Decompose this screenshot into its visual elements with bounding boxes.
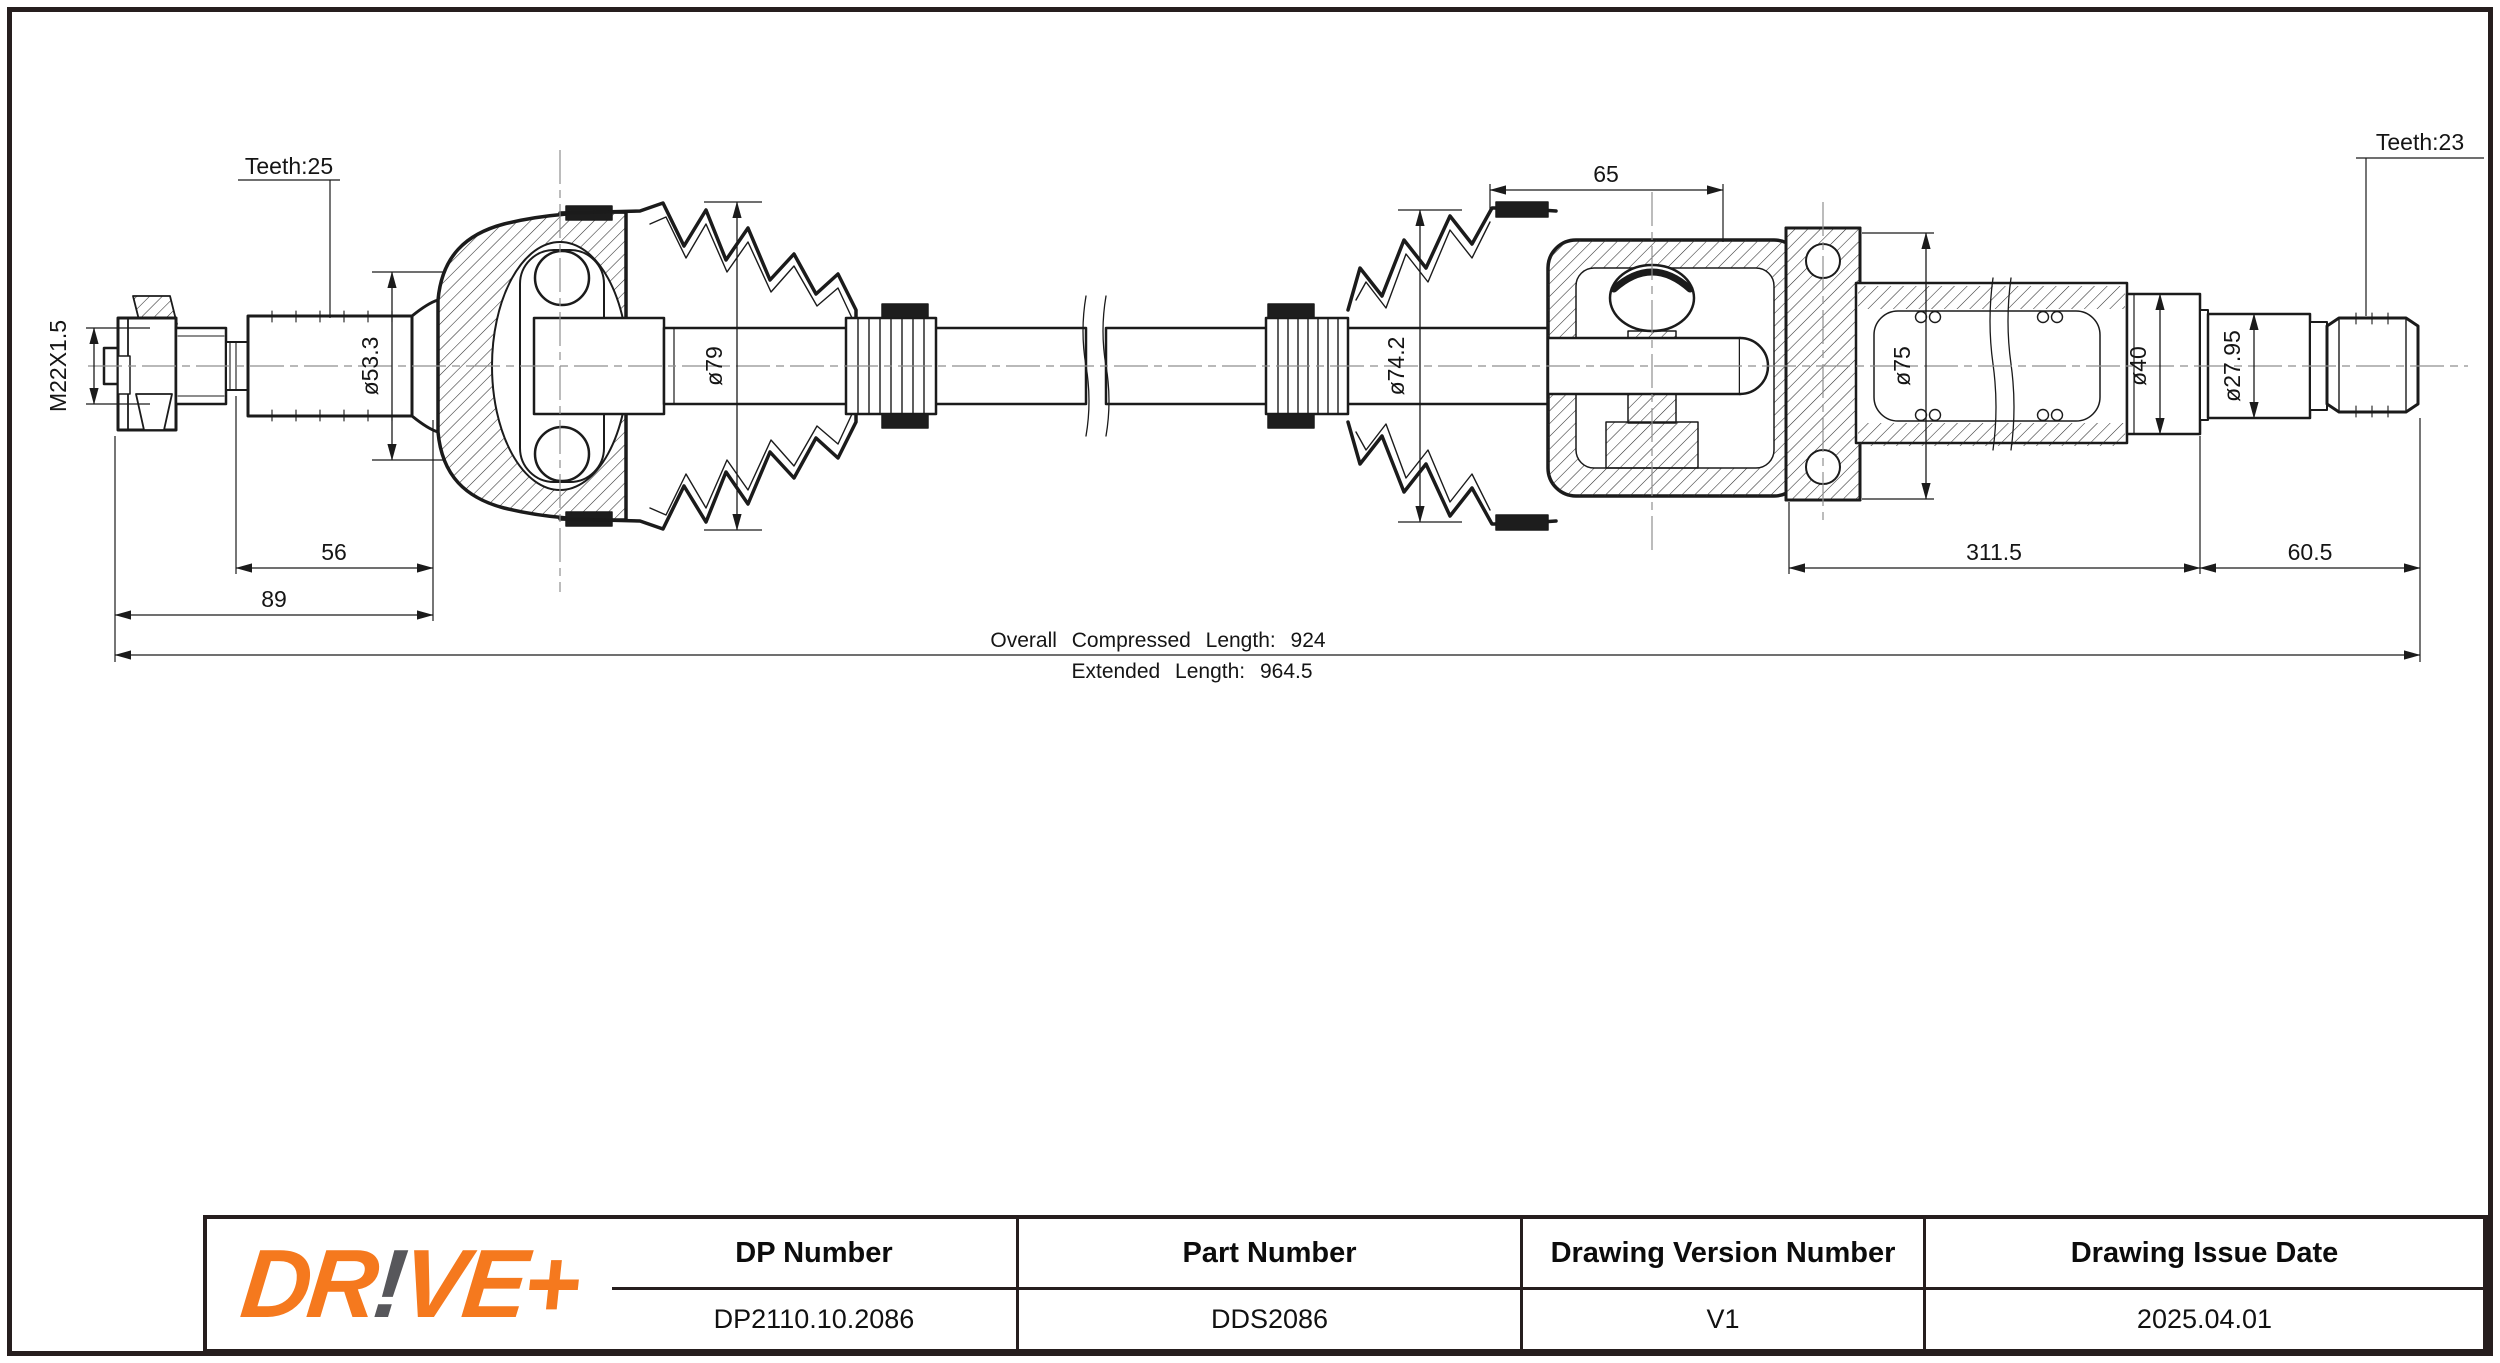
dia-75-label: ø75 — [1889, 346, 1915, 386]
issue-date-header: Drawing Issue Date — [1926, 1219, 2486, 1290]
dia-53-3-label: ø53.3 — [357, 336, 383, 396]
len-65-label: 65 — [1593, 161, 1619, 187]
part-number-header: Part Number — [1019, 1219, 1523, 1290]
logo-ve-plus: VE+ — [397, 1229, 583, 1338]
dia-40-label: ø40 — [2125, 346, 2151, 386]
drive-plus-logo — [236, 1228, 582, 1340]
len-311-5-label: 311.5 — [1966, 539, 2022, 565]
dp-number-value: DP2110.10.2086 — [612, 1290, 1019, 1349]
len-60-5-label: 60.5 — [2287, 539, 2333, 565]
teeth-left-label: Teeth:25 — [244, 153, 334, 179]
drawing-version-header: Drawing Version Number — [1523, 1219, 1926, 1290]
thread-spec-label: M22X1.5 — [45, 319, 71, 413]
brand-logo — [207, 1219, 612, 1349]
left-threaded-stub — [104, 296, 248, 430]
teeth-right-label: Teeth:23 — [2375, 129, 2465, 155]
issue-date-value: 2025.04.01 — [1926, 1290, 2486, 1349]
dia-27-95-label: ø27.95 — [2219, 330, 2245, 402]
inner-cv-joint — [1548, 240, 1802, 496]
overall-compressed-label: Overall Compressed Length: 924 — [990, 629, 1326, 652]
extended-length-label: Extended Length: 964.5 — [1071, 660, 1313, 683]
len-56-label: 56 — [321, 539, 347, 565]
part-number-value: DDS2086 — [1019, 1290, 1523, 1349]
dp-number-header: DP Number — [612, 1219, 1019, 1290]
dia-79-label: ø79 — [701, 346, 727, 386]
drawing-version-value: V1 — [1523, 1290, 1926, 1349]
output-stub — [2127, 294, 2418, 434]
len-89-label: 89 — [261, 586, 287, 612]
dia-74-2-label: ø74.2 — [1383, 336, 1409, 396]
logo-dr: DR — [236, 1229, 381, 1338]
title-block — [203, 1215, 2490, 1353]
logo-exclamation: ! — [368, 1229, 409, 1338]
